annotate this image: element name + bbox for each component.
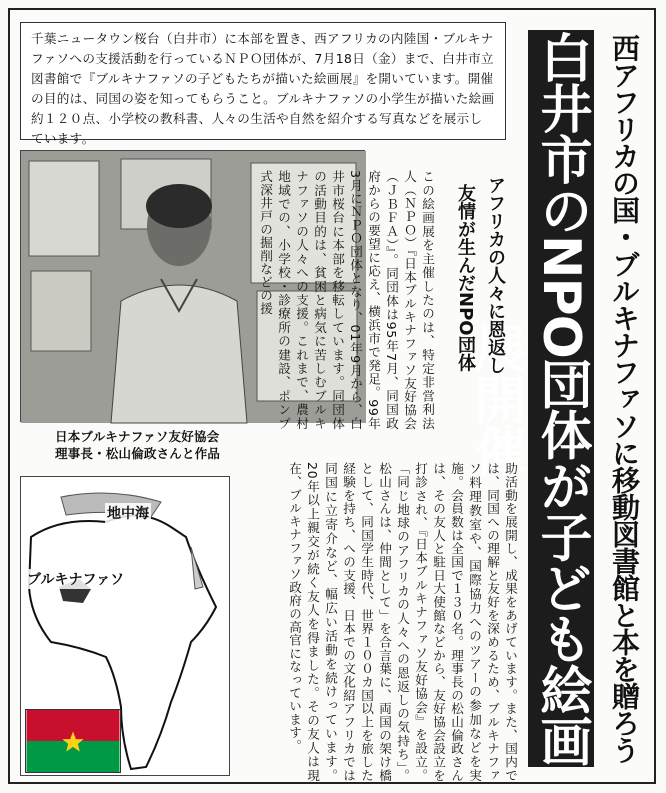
subhead-line2: 友情が生んだNPO団体 <box>455 184 476 372</box>
article-subhead <box>440 176 510 426</box>
photo-caption-line1: 日本ブルキナファソ友好協会 <box>55 429 220 444</box>
sub-headline: 西アフリカの国・ブルキナファソに移動図書館と本を贈ろう <box>608 34 641 763</box>
main-headline: 白井市のNPO団体が子ども絵画展開催 <box>528 30 594 767</box>
burkina-faso-flag-icon <box>25 709 121 773</box>
lead-text: 千葉ニュータウン桜台（白井市）に本部を置き、西アフリカの内陸国・ブルキナファソへの支援活動を行っているＮＰＯ団体が、7月18日（金）まで、白井市立図書館で『ブルキナファソの子どもたちが描いた絵画展』を開いています。開催の目的は、同国の姿を知ってもらうこと。ブルキナファソの小学生が描いた絵画約１２０点、小学校の教科書、人々の生活や自然を紹介する写真などを展示しています。 <box>31 31 495 146</box>
subhead-line1: アフリカの人々に恩返し <box>485 176 506 374</box>
map-label-burkina-faso: ブルキナファソ <box>25 569 126 589</box>
body-text-upper: この絵画展を主催したのは、特定非営利法人（ＮＰＯ）『日本ブルキナファソ友好協会（ＪＢＦＡ）』。同団体は95年7月、同国政府からの要望に応え、横浜市で発足。99年3月にＮＰＯ団体となり、01年9月から、白井市桜台に本部を移転しています。同団体の活動目的は、貧困と病気に苦しむブルキナファソの人々への支援。これまで、農村地域での、小学校・診療所の建設、ポンプ式深井戸の掘削などの援 <box>258 170 435 430</box>
africa-map <box>20 476 230 776</box>
map-label-mediterranean: 地中海 <box>105 503 151 523</box>
body-text-lower: 助活動を展開し、成果をあげています。また、国内では、同国への理解と友好を深めるため、ブルキナファソ料理教室や、国際協力へのツアーの参加などを実施。会員数は全国で１３０名。理事長の松山倫政さんは、その友人と駐日大使館などから、友好協会設立を打診され、『日本ブルキナファソ友好協会』を設立。「同じ地球のアフリカの人々への恩返しの気持ち」。松山さんは、仲間として」を合言葉に、両国の架け橋として、同国学生時代、世界１００カ国以上を旅した経験を持ち、への支援、日本での文化紹アフリカでは同国に立寄介など、幅広い活動を続けっています。20年以上親交が続く友人を得ました。その友人は現在、ブルキナファソ政府の高官になっています。 <box>287 462 518 782</box>
photo-caption-line2: 理事長・松山倫政さんと作品 <box>55 446 221 461</box>
photo-caption <box>55 428 355 462</box>
lead-paragraph-box <box>20 22 506 146</box>
